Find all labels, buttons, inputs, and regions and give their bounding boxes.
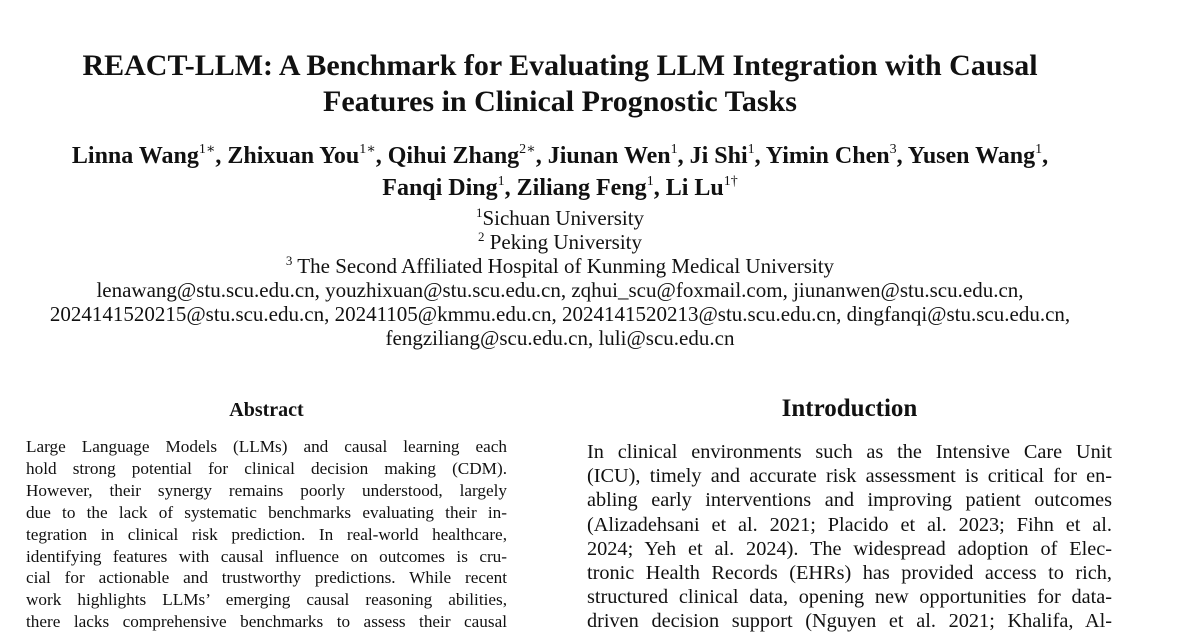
author-name: Ziliang Feng [516, 175, 647, 201]
author-separator: , [1042, 143, 1049, 169]
affiliation-mark: 2 [478, 229, 485, 244]
author-affil-mark: 1∗ [359, 142, 376, 157]
introduction-line: (ICU), timely and accurate risk assessment is critical for en- [587, 465, 1112, 488]
author-affil-mark: 2∗ [519, 142, 536, 157]
author-name: Linna Wang [71, 143, 199, 169]
author-name: Li Lu [665, 175, 724, 201]
introduction-line: tronic Health Records (EHRs) has provided access to rich, [587, 562, 1112, 585]
author-separator: , [653, 175, 666, 201]
author-affil-mark: 1† [723, 174, 738, 189]
affiliation-mark: 1 [475, 205, 483, 220]
author-separator: , [754, 143, 766, 169]
author-separator: , [535, 143, 548, 169]
author-affil-mark: 3 [889, 142, 897, 157]
author-separator: , [896, 143, 908, 169]
abstract-line: there lacks comprehensive benchmarks to assess their causal [26, 612, 507, 632]
introduction-line: 2024; Yeh et al. 2024). The widespread adoption of Elec- [587, 537, 1112, 560]
abstract-heading: Abstract [229, 399, 304, 421]
affiliation-name: Sichuan University [482, 206, 645, 230]
author-affil-mark: 1 [1035, 142, 1043, 157]
introduction-line: (Alizadehsani et al. 2021; Placido et al. 2023; Fihn et al. [587, 513, 1112, 536]
author-affil-mark: 1∗ [198, 142, 216, 157]
introduction-line: abling early interventions and improving patient outcomes [587, 489, 1112, 512]
author-name: Fanqi Ding [382, 175, 498, 201]
abstract-line: tegration in clinical risk prediction. In real-world healthcare, [26, 524, 507, 544]
author-affil-mark: 1 [646, 174, 654, 189]
abstract-body [26, 436, 507, 633]
introduction-body [587, 440, 1112, 634]
author-affil-mark: 1 [670, 142, 678, 157]
author-name: Yimin Chen [765, 143, 890, 169]
affiliation-name: The Second Affiliated Hospital of Kunming Medical University [292, 254, 835, 278]
author-affil-mark: 1 [497, 174, 505, 189]
author-separator: , [215, 143, 228, 169]
author-name: Qihui Zhang [387, 143, 520, 169]
introduction-heading: Introduction [781, 395, 918, 422]
author-affil-mark: 1 [747, 142, 755, 157]
abstract-line: due to the lack of systematic benchmarks evaluating their in- [26, 502, 507, 522]
author-separator: , [677, 143, 690, 169]
author-separator: , [504, 175, 517, 201]
introduction-line: driven decision support (Nguyen et al. 2021; Khalifa, Al- [587, 610, 1112, 633]
abstract-line: However, their synergy remains poorly understood, largely [26, 480, 507, 500]
author-name: Jiunan Wen [547, 143, 671, 169]
author-name: Ji Shi [689, 143, 748, 169]
email-line: lenawang@stu.scu.edu.cn, youzhixuan@stu.scu.edu.cn, zqhui_scu@foxmail.com, jiunanwen@stu.scu.edu.cn, [96, 278, 1024, 302]
affiliation-line [0, 254, 1120, 278]
author-list [0, 140, 1120, 204]
affiliation-block [0, 206, 1120, 350]
affiliation-mark: 3 [285, 253, 293, 268]
email-line: fengziliang@scu.edu.cn, luli@scu.edu.cn [385, 326, 735, 350]
abstract-line: cial for actionable and trustworthy predictions. While recent [26, 568, 507, 588]
author-line-2 [0, 172, 1120, 204]
email-line: 2024141520215@stu.scu.edu.cn, 20241105@kmmu.edu.cn, 2024141520213@stu.scu.edu.cn, dingfanqi@stu.scu.edu.cn, [49, 302, 1071, 326]
abstract-line: identifying features with causal influence on outcomes is cru- [26, 546, 507, 566]
abstract-line: hold strong potential for clinical decision making (CDM). [26, 458, 507, 478]
abstract-line: work highlights LLMs’ emerging causal reasoning abilities, [26, 590, 507, 610]
introduction-line: In clinical environments such as the Intensive Care Unit [587, 441, 1112, 463]
author-name: Zhixuan You [227, 143, 360, 169]
abstract-line: Large Language Models (LLMs) and causal learning each [26, 437, 507, 456]
author-name: Yusen Wang [907, 143, 1036, 169]
paper-title [0, 48, 1120, 120]
introduction-line: structured clinical data, opening new opportunities for data- [587, 586, 1112, 609]
title-line-2: Features in Clinical Prognostic Tasks [323, 85, 797, 118]
author-line-1 [0, 140, 1120, 172]
affiliation-name: Peking University [484, 230, 642, 254]
author-separator: , [375, 143, 388, 169]
affiliation-line [0, 206, 1120, 230]
affiliation-line [0, 230, 1120, 254]
title-line-1: REACT-LLM: A Benchmark for Evaluating LLM Integration with Causal [82, 49, 1038, 82]
